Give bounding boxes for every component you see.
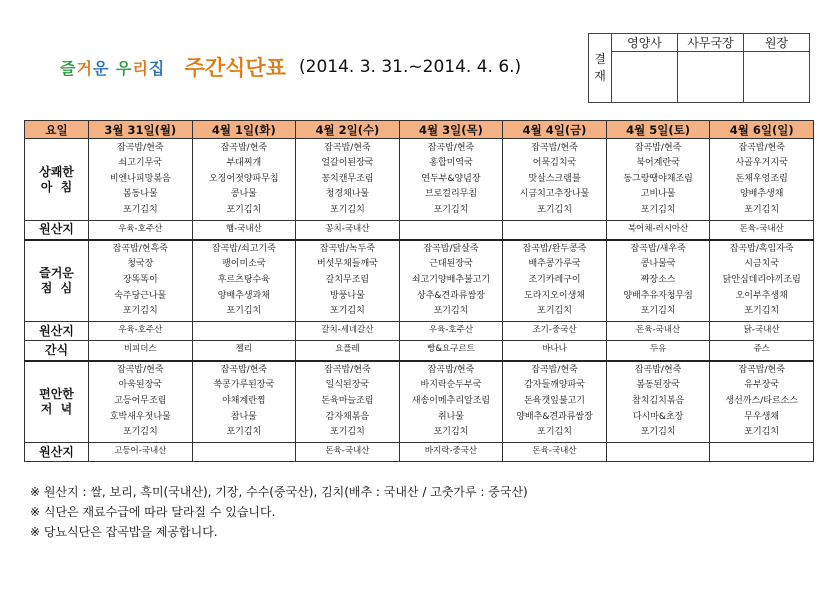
footnote-diabetic: ※ 당뇨식단은 잡곡밥을 제공합니다.: [30, 525, 218, 539]
snack-cell: 쥬스: [710, 341, 814, 361]
brand-logo: 즐거운 우리집: [60, 58, 166, 78]
origin-cell: 갈치-세네갈산: [296, 322, 400, 341]
day-header: 3월 31일(월): [89, 121, 193, 139]
origin-cell: 우육-호주산: [89, 221, 193, 240]
signature-box: [744, 52, 810, 103]
meal-cell: 잡곡밥/녹두죽 버섯무채들깨국 갈치무조림 방풍나물 포기김치: [296, 240, 400, 322]
origin-cell: [503, 221, 607, 240]
origin-cell: 돈육-국내산: [296, 443, 400, 462]
footnote-origin: ※ 원산지 : 쌀, 보리, 흑미(국내산), 기장, 수수(중국산), 김치(배추 : 국내산 / 고춧가루 : 중국산): [30, 485, 528, 499]
origin-row: [25, 221, 814, 240]
origin-cell: 햄-국내산: [192, 221, 296, 240]
meal-cell: 잡곡밥/현죽 쑥콩가루된장국 야채계란찜 참나물 포기김치: [192, 361, 296, 443]
approval-role-nutritionist: 영양사: [612, 34, 678, 52]
signature-box: [678, 52, 744, 103]
snack-cell: 요플레: [296, 341, 400, 361]
meal-cell: 잡곡밥/흑임자죽 시금치국 닭안심데리야끼조림 오이부추생채 포기김치: [710, 240, 814, 322]
meal-cell: 잡곡밥/현죽 일식된장국 돈육마늘조림 감자채볶음 포기김치: [296, 361, 400, 443]
day-header: 4월 1일(화): [192, 121, 296, 139]
meal-cell: 잡곡밥/완두콩죽 배추콩가루국 조기카레구이 도라지오이생채 포기김치: [503, 240, 607, 322]
corner-header: 요일: [25, 121, 89, 139]
origin-cell: 돈육-국내산: [606, 322, 710, 341]
footnote-supply: ※ 식단은 재료수급에 따라 달라질 수 있습니다.: [30, 505, 276, 519]
row-label: 편안한 저 녁: [25, 361, 89, 443]
row-label: 즐거운 점 심: [25, 240, 89, 322]
meal-cell: 잡곡밥/현죽 홍합미역국 연두부&양념장 브로컬리무침 포기김치: [399, 139, 503, 221]
meal-cell: 잡곡밥/현죽 쇠고기무국 비엔나피망볶음 봄동나물 포기김치: [89, 139, 193, 221]
snack-cell: 비피더스: [89, 341, 193, 361]
meal-cell: 잡곡밥/현죽 부대찌개 오징어젓양파무침 콩나물 포기김치: [192, 139, 296, 221]
row-label: 간식: [25, 341, 89, 361]
snack-cell: 바나나: [503, 341, 607, 361]
meal-cell: 잡곡밥/현죽 유부장국 생선까스/타르소스 무우생채 포기김치: [710, 361, 814, 443]
menu-period: (2014. 3. 31.~2014. 4. 6.): [299, 57, 522, 77]
dinner-row: [25, 361, 814, 443]
row-label: 원산지: [25, 322, 89, 341]
row-label: 상쾌한 아 침: [25, 139, 89, 221]
meal-cell: 잡곡밥/쇠고기죽 팽이미소국 후르츠탕수육 양배추생과채 포기김치: [192, 240, 296, 322]
origin-cell: 고등어-국내산: [89, 443, 193, 462]
day-header: 4월 4일(금): [503, 121, 607, 139]
title-row: [60, 52, 521, 92]
snack-row: [25, 341, 814, 361]
origin-cell: 바지락-중국산: [399, 443, 503, 462]
meal-cell: 잡곡밥/현죽 얼갈이된장국 꽁치캔무조림 청경채나물 포기김치: [296, 139, 400, 221]
origin-cell: [710, 443, 814, 462]
meal-cell: 잡곡밥/현죽 아욱된장국 고등어무조림 호박새우젓나물 포기김치: [89, 361, 193, 443]
origin-cell: 북어채-러시아산: [606, 221, 710, 240]
meal-cell: 잡곡밥/현죽 바지락순두부국 새송이메추리알조림 취나물 포기김치: [399, 361, 503, 443]
row-label: 원산지: [25, 221, 89, 240]
origin-row: [25, 443, 814, 462]
origin-row: [25, 322, 814, 341]
snack-cell: 젤리: [192, 341, 296, 361]
origin-cell: 닭-국내산: [710, 322, 814, 341]
origin-cell: [192, 443, 296, 462]
row-label: 원산지: [25, 443, 89, 462]
approval-role-director: 사무국장: [678, 34, 744, 52]
origin-cell: 우육-호주산: [89, 322, 193, 341]
page-title: 주간식단표: [184, 56, 286, 80]
origin-cell: [606, 443, 710, 462]
meal-cell: 잡곡밥/현흑죽 청국장 장똑똑이 숙주당근나물 포기김치: [89, 240, 193, 322]
header-row: [25, 121, 814, 139]
origin-cell: 돈육-국내산: [503, 443, 607, 462]
meal-cell: 잡곡밥/현죽 감자들깨양파국 돈육갯잎불고기 양배추&견과류쌈장 포기김치: [503, 361, 607, 443]
origin-cell: 우육-호주산: [399, 322, 503, 341]
origin-cell: 꽁치-국내산: [296, 221, 400, 240]
meal-cell: 잡곡밥/새우죽 콩나물국 짜장소스 양배추유자청무침 포기김치: [606, 240, 710, 322]
origin-cell: 조기-중국산: [503, 322, 607, 341]
origin-cell: [192, 322, 296, 341]
footnotes: [30, 482, 528, 542]
day-header: 4월 6일(일): [710, 121, 814, 139]
approval-label: 결 재: [589, 34, 612, 103]
snack-cell: 빵&요구르트: [399, 341, 503, 361]
meal-cell: 잡곡밥/닭살죽 근대된장국 쇠고기양배추불고기 상추&견과류쌈장 포기김치: [399, 240, 503, 322]
day-header: 4월 2일(수): [296, 121, 400, 139]
lunch-row: [25, 240, 814, 322]
meal-cell: 잡곡밥/현죽 어묵김치국 맛살스크램블 시금치고추장나물 포기김치: [503, 139, 607, 221]
breakfast-row: [25, 139, 814, 221]
day-header: 4월 3일(목): [399, 121, 503, 139]
snack-cell: 두유: [606, 341, 710, 361]
day-header: 4월 5일(토): [606, 121, 710, 139]
meal-cell: 잡곡밥/현죽 봄동된장국 참치김치볶음 다시마&초장 포기김치: [606, 361, 710, 443]
approval-role-principal: 원장: [744, 34, 810, 52]
weekly-menu-table: [24, 120, 814, 462]
approval-box: [588, 33, 810, 103]
origin-cell: 돈육-국내산: [710, 221, 814, 240]
meal-cell: 잡곡밥/현죽 사골우거지국 돈채우엉조림 양배추생채 포기김치: [710, 139, 814, 221]
origin-cell: [399, 221, 503, 240]
signature-box: [612, 52, 678, 103]
meal-cell: 잡곡밥/현죽 북어계란국 동그랑땡야채조림 고비나물 포기김치: [606, 139, 710, 221]
